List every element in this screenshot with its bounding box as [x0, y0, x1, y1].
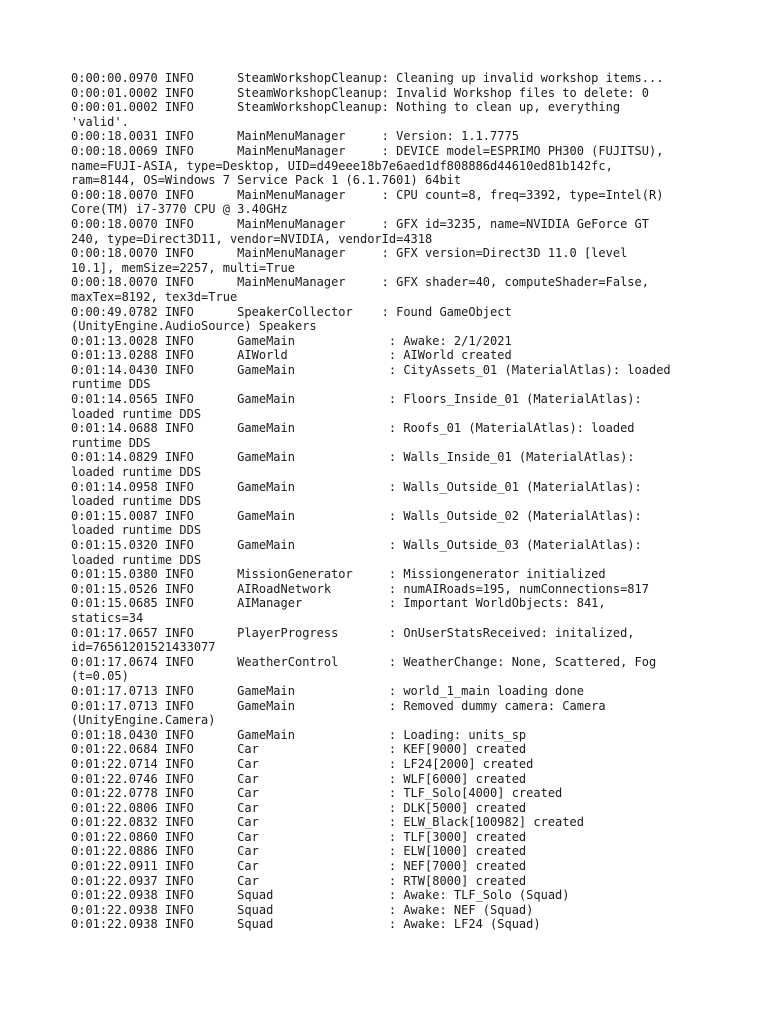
log-line: 0:00:18.0070 INFO MainMenuManager : GFX shader=40, computeShader=False, — [71, 275, 649, 290]
log-line: ram=8144, OS=Windows 7 Service Pack 1 (6.1.7601) 64bit — [71, 173, 462, 188]
log-line: 0:01:15.0685 INFO AIManager : Important WorldObjects: 841, — [71, 596, 606, 611]
log-line: 0:01:14.0958 INFO GameMain : Walls_Outside_01 (MaterialAtlas): — [71, 479, 642, 494]
log-line: 0:01:22.0778 INFO Car : TLF_Solo[4000] created — [71, 786, 563, 801]
log-line: 0:01:15.0526 INFO AIRoadNetwork : numAIRoads=195, numConnections=817 — [71, 581, 649, 596]
log-line: 0:01:22.0938 INFO Squad : Awake: LF24 (Squad) — [71, 917, 541, 932]
log-line: 0:01:22.0937 INFO Car : RTW[8000] created — [71, 873, 527, 888]
log-line: 0:01:14.0829 INFO GameMain : Walls_Inside_01 (MaterialAtlas): — [71, 450, 635, 465]
log-line: Core(TM) i7-3770 CPU @ 3.40GHz — [71, 202, 288, 217]
log-line: loaded runtime DDS — [71, 552, 202, 567]
log-line: 0:01:17.0713 INFO GameMain : Removed dummy camera: Camera — [71, 698, 606, 713]
log-line: 0:01:18.0430 INFO GameMain : Loading: units_sp — [71, 727, 527, 742]
log-line: 0:01:22.0684 INFO Car : KEF[9000] created — [71, 742, 527, 757]
log-line: loaded runtime DDS — [71, 494, 202, 509]
log-line: 0:01:22.0806 INFO Car : DLK[5000] created — [71, 800, 527, 815]
log-line: (t=0.05) — [71, 669, 129, 684]
log-line: 0:00:18.0070 INFO MainMenuManager : GFX id=3235, name=NVIDIA GeForce GT — [71, 216, 649, 231]
log-line: loaded runtime DDS — [71, 406, 202, 421]
log-line: 0:00:18.0031 INFO MainMenuManager : Version: 1.1.7775 — [71, 129, 519, 144]
log-line: 0:01:22.0938 INFO Squad : Awake: NEF (Squad) — [71, 902, 534, 917]
log-line: 0:01:14.0565 INFO GameMain : Floors_Inside_01 (MaterialAtlas): — [71, 392, 642, 407]
log-line: statics=34 — [71, 610, 144, 625]
log-text-block — [71, 71, 711, 932]
log-line: 0:01:17.0657 INFO PlayerProgress : OnUserStatsReceived: initalized, — [71, 625, 635, 640]
log-line: 0:01:22.0832 INFO Car : ELW_Black[100982] created — [71, 815, 584, 830]
log-line: 0:01:22.0938 INFO Squad : Awake: TLF_Solo (Squad) — [71, 888, 570, 903]
log-line: loaded runtime DDS — [71, 465, 202, 480]
log-line: 0:01:15.0380 INFO MissionGenerator : Missiongenerator initialized — [71, 567, 606, 582]
log-line: (UnityEngine.Camera) — [71, 713, 216, 728]
log-line: 0:01:17.0674 INFO WeatherControl : WeatherChange: None, Scattered, Fog — [71, 654, 657, 669]
log-line: 240, type=Direct3D11, vendor=NVIDIA, vendorId=4318 — [71, 231, 433, 246]
log-line: 0:01:14.0688 INFO GameMain : Roofs_01 (MaterialAtlas): loaded — [71, 421, 635, 436]
log-line: 0:00:18.0070 INFO MainMenuManager : GFX version=Direct3D 11.0 [level — [71, 246, 628, 261]
log-line: 0:01:13.0028 INFO GameMain : Awake: 2/1/2021 — [71, 333, 512, 348]
log-line: maxTex=8192, tex3d=True — [71, 289, 238, 304]
log-line: (UnityEngine.AudioSource) Speakers — [71, 319, 317, 334]
log-line: 0:01:15.0087 INFO GameMain : Walls_Outside_02 (MaterialAtlas): — [71, 508, 642, 523]
log-line: 0:00:49.0782 INFO SpeakerCollector : Found GameObject — [71, 304, 512, 319]
log-line: 10.1], memSize=2257, multi=True — [71, 260, 295, 275]
log-line: runtime DDS — [71, 435, 151, 450]
log-line: 0:00:01.0002 INFO SteamWorkshopCleanup: Nothing to clean up, everything — [71, 100, 621, 115]
log-line: name=FUJI-ASIA, type=Desktop, UID=d49eee18b7e6aed1df808886d44610ed81b142fc, — [71, 158, 613, 173]
log-line: 0:00:01.0002 INFO SteamWorkshopCleanup: Invalid Workshop files to delete: 0 — [71, 85, 649, 100]
log-line: 0:01:22.0886 INFO Car : ELW[1000] created — [71, 844, 527, 859]
log-line: loaded runtime DDS — [71, 523, 202, 538]
log-line: 0:01:22.0714 INFO Car : LF24[2000] created — [71, 756, 534, 771]
log-line: id=76561201521433077 — [71, 640, 216, 655]
log-line: 0:01:13.0288 INFO AIWorld : AIWorld created — [71, 348, 512, 363]
log-line: 'valid'. — [71, 114, 129, 129]
log-line: 0:01:22.0911 INFO Car : NEF[7000] created — [71, 859, 527, 874]
log-line: 0:01:22.0746 INFO Car : WLF[6000] created — [71, 771, 527, 786]
log-line: 0:00:18.0069 INFO MainMenuManager : DEVICE model=ESPRIMO PH300 (FUJITSU), — [71, 143, 664, 158]
log-line: 0:00:18.0070 INFO MainMenuManager : CPU count=8, freq=3392, type=Intel(R) — [71, 187, 664, 202]
log-line: 0:00:00.0970 INFO SteamWorkshopCleanup: Cleaning up invalid workshop items... — [71, 71, 664, 85]
log-line: runtime DDS — [71, 377, 151, 392]
log-line: 0:01:22.0860 INFO Car : TLF[3000] created — [71, 829, 527, 844]
log-line: 0:01:17.0713 INFO GameMain : world_1_main loading done — [71, 683, 584, 698]
log-line: 0:01:14.0430 INFO GameMain : CityAssets_01 (MaterialAtlas): loaded — [71, 362, 671, 377]
log-line: 0:01:15.0320 INFO GameMain : Walls_Outside_03 (MaterialAtlas): — [71, 538, 642, 552]
